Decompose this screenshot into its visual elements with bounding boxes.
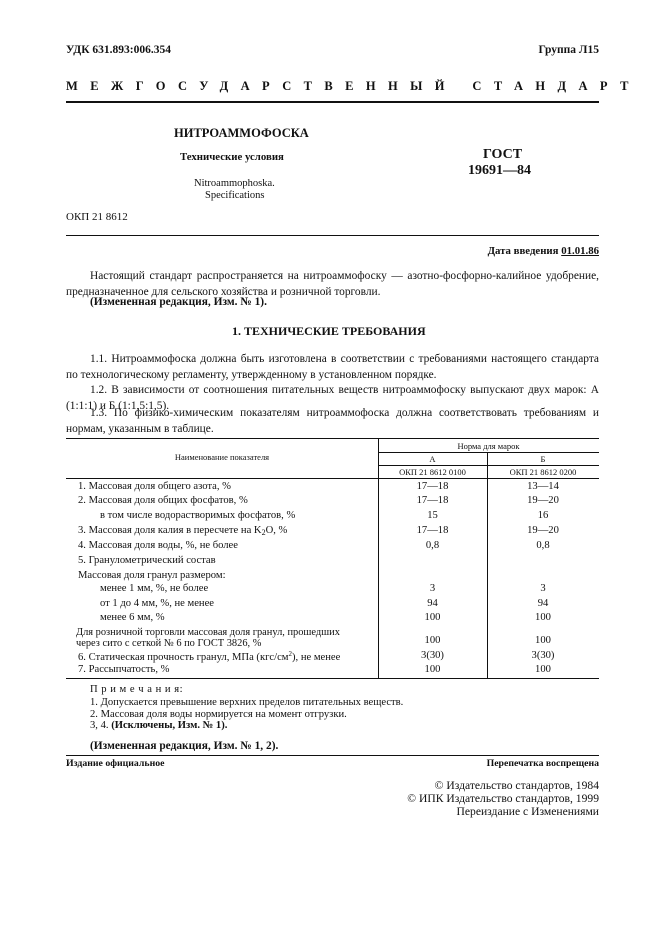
row-name-post: O, % xyxy=(265,525,288,536)
amendment-note: (Измененная редакция, Изм. № 1, 2). xyxy=(90,740,279,752)
table-row-name xyxy=(76,627,340,649)
okp-code: ОКП 21 8612 xyxy=(66,211,128,223)
table-mark-rule xyxy=(378,465,599,466)
banner-rule xyxy=(66,101,599,103)
note-3-4 xyxy=(90,720,227,731)
copyright-1999: © ИПК Издательство стандартов, 1999 xyxy=(407,792,599,805)
table-row-b: 13—14 xyxy=(527,481,559,492)
table-row-b: 100 xyxy=(535,664,551,675)
table-row-b: 0,8 xyxy=(536,540,550,551)
row-name-line1: Для розничной торговли массовая доля гранул, прошедших xyxy=(76,627,340,638)
english-title: Nitroammophoska. xyxy=(194,178,275,189)
table-header-mark-b: Б xyxy=(540,454,546,464)
intro-amendment: (Измененная редакция, Изм. № 1). xyxy=(90,296,267,308)
table-row-a: 3(30) xyxy=(421,650,444,661)
reissue-note: Переиздание с Изменениями xyxy=(456,805,599,818)
section-1-title: 1. ТЕХНИЧЕСКИЕ ТРЕБОВАНИЯ xyxy=(232,324,426,338)
intro-date xyxy=(488,245,599,257)
table-row-name: 4. Массовая доля воды, %, не более xyxy=(78,540,238,551)
gost-label: ГОСТ xyxy=(483,147,523,162)
table-row-a: 94 xyxy=(427,598,438,609)
udk-code: УДК 631.893:006.354 xyxy=(66,44,171,56)
footer-rule xyxy=(66,755,599,756)
table-row-name xyxy=(78,650,340,663)
table-header-norm: Норма для марок xyxy=(457,441,520,451)
table-row-a: 100 xyxy=(424,664,441,675)
table-row-a: 17—18 xyxy=(416,481,449,492)
row-name-pre: 6. Статическая прочность гранул, МПа (кгс/см xyxy=(78,652,289,663)
table-row-name: 2. Массовая доля общих фосфатов, % xyxy=(78,495,248,506)
table-top-rule xyxy=(66,438,599,439)
table-row-name: 5. Гранулометрический состав xyxy=(78,555,216,566)
table-row-name: 1. Массовая доля общего азота, % xyxy=(78,481,231,492)
interstate-standard-banner: МЕЖГОСУДАРСТВЕННЫЙ СТАНДАРТ xyxy=(66,79,641,93)
row-name-post: ), не менее xyxy=(292,652,341,663)
table-row-a: 15 xyxy=(427,510,438,521)
table-row-name: 7. Рассыпчатость, % xyxy=(78,664,170,675)
group-code: Группа Л15 xyxy=(538,44,599,56)
copyright-1984: © Издательство стандартов, 1984 xyxy=(434,779,599,792)
paragraph-1-2: 1.2. В зависимости от соотношения питательных веществ нитроаммофоску выпускают двух марок: А (1:1:1) и Б (1:1,5:1,5). xyxy=(66,384,599,412)
notes-title: П р и м е ч а н и я: xyxy=(90,684,184,695)
table-row-name xyxy=(78,525,287,537)
table-row-b: 100 xyxy=(535,612,551,623)
table-header-rule xyxy=(66,478,599,479)
row-name-pre: 3. Массовая доля калия в пересчете на K xyxy=(78,525,262,536)
english-subtitle: Specifications xyxy=(205,190,265,201)
table-header-mark-a: А xyxy=(429,454,436,464)
table-row-b: 100 xyxy=(535,635,551,646)
table-header-name: Наименование показателя xyxy=(174,452,270,462)
row-name-subscript: 2 xyxy=(261,528,266,537)
table-row-a: 17—18 xyxy=(416,525,449,536)
note-3-4-number: 3, 4. xyxy=(90,720,109,731)
table-row-b: 3(30) xyxy=(531,650,555,661)
intro-date-value: 01.01.86 xyxy=(561,245,599,257)
table-row-a: 100 xyxy=(424,635,441,646)
note-2: 2. Массовая доля воды нормируется на момент отгрузки. xyxy=(90,709,347,720)
paragraph-1-1: 1.1. Нитроаммофоска должна быть изготовлена в соответствии с требованиями настоящего стандарта по технологическому регламенту, утвержденному в установленном порядке. xyxy=(66,353,599,381)
reprint-prohibited: Перепечатка воспрещена xyxy=(486,758,599,769)
note-1: 1. Допускается превышение верхних пределов питательных веществ. xyxy=(90,697,404,708)
table-row-a: 0,8 xyxy=(425,540,440,551)
row-name-superscript: 2 xyxy=(288,650,292,658)
table-row-name: от 1 до 4 мм, %, не менее xyxy=(100,598,214,609)
gost-number: 19691—84 xyxy=(468,163,531,178)
product-title: НИТРОАММОФОСКА xyxy=(174,126,309,140)
table-row-name: Массовая доля гранул размером: xyxy=(78,570,226,581)
table-row-b: 16 xyxy=(537,510,549,521)
table-row-name: менее 6 мм, % xyxy=(100,612,165,623)
table-row-name: в том числе водорастворимых фосфатов, % xyxy=(100,510,296,521)
table-norm-rule xyxy=(378,452,599,453)
table-bottom-rule xyxy=(66,678,599,679)
product-subtitle: Технические условия xyxy=(180,151,284,163)
official-edition: Издание официальное xyxy=(66,758,165,769)
table-row-b: 94 xyxy=(537,598,549,609)
table-row-b: 3 xyxy=(540,583,546,594)
table-header-okp-b: ОКП 21 8612 0200 xyxy=(509,467,577,477)
table-row-a: 100 xyxy=(424,612,441,623)
table-row-a: 3 xyxy=(429,583,436,594)
table-row-name: менее 1 мм, %, не более xyxy=(100,583,209,594)
title-rule xyxy=(66,235,599,236)
intro-date-label: Дата введения xyxy=(487,245,559,257)
note-3-4-excluded: (Исключены, Изм. № 1). xyxy=(111,720,228,731)
table-header-okp-a: ОКП 21 8612 0100 xyxy=(399,467,466,477)
table-row-b: 19—20 xyxy=(527,525,559,536)
row-name-line2: через сито с сеткой № 6 по ГОСТ 3826, % xyxy=(76,638,262,649)
paragraph-1-3: 1.3. По физико-химическим показателям нитроаммофоска должна соответствовать требованиям и нормам, указанным в таблице. xyxy=(66,407,599,435)
table-row-a: 17—18 xyxy=(416,495,449,506)
intro-paragraph: Настоящий стандарт распространяется на нитроаммофоску — азотно-фосфорно-калийное удобрение, предназначенное для сельского хозяйства и розничной торговли. xyxy=(66,270,599,298)
table-row-b: 19—20 xyxy=(527,495,559,506)
